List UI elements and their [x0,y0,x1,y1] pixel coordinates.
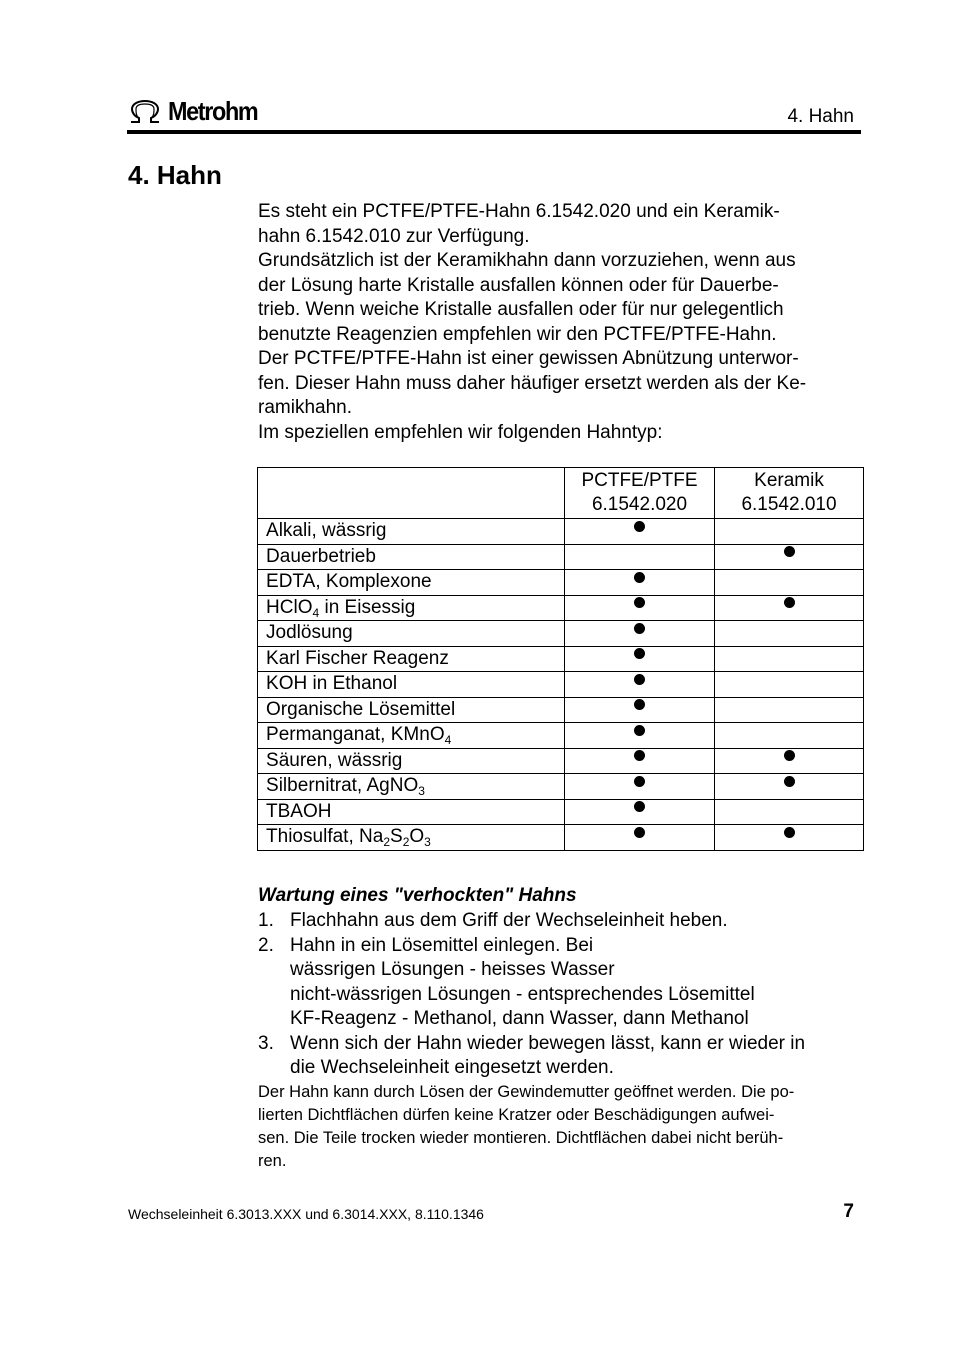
table-row [258,621,864,647]
step-line: Hahn in ein Lösemittel einlegen. Bei [290,934,594,956]
row-label: Thiosulfat, $Na_2S_2O_3$ [258,825,565,851]
note-line: Der Hahn kann durch Lösen der Gewindemutter geöffnet werden. Die po- [258,1083,795,1101]
row-label: Dauerbetrieb [258,544,565,570]
pctfe-cell [565,723,715,749]
step-number: 1. [258,910,274,931]
table-row [258,723,864,749]
keramik-cell [715,825,864,851]
table-row [258,519,864,545]
maintenance-title: Wartung eines "verhockten" Hahns [258,885,577,906]
bullet-icon [784,827,795,838]
list-item [258,909,858,934]
table-header-row [258,468,864,519]
bullet-icon [634,750,645,761]
pctfe-cell [565,544,715,570]
bullet-icon [634,725,645,736]
page-number: 7 [843,1201,854,1222]
keramik-cell [715,570,864,596]
pctfe-cell [565,519,715,545]
step-line: Wenn sich der Hahn wieder bewegen lässt, kann er wieder in [290,1032,806,1054]
keramik-cell [715,621,864,647]
row-label: EDTA, Komplexone [258,570,565,596]
list-item [258,934,858,1032]
header-rule [127,130,861,134]
keramik-cell [715,519,864,545]
row-label: Säuren, wässrig [258,748,565,774]
row-label: HClO$_4$ in Eisessig [258,595,565,621]
table-row [258,672,864,698]
intro-line: trieb. Wenn weiche Kristalle ausfallen oder für nur gelegentlich [258,299,784,320]
header-pctfe-number: 6.1542.020 [591,494,688,515]
maintenance-note [258,1081,858,1173]
row-label: Organische Lösemittel [258,697,565,723]
keramik-cell [715,646,864,672]
intro-line: der Lösung harte Kristalle ausfallen können oder für Dauerbe- [258,274,779,296]
step-line: Flachhahn aus dem Griff der Wechseleinheit heben. [290,910,728,931]
intro-line: hahn 6.1542.010 zur Verfügung. [258,225,530,247]
note-line: sen. Die Teile trocken wieder montieren. Dichtflächen dabei nicht berüh- [258,1129,784,1147]
keramik-cell [715,723,864,749]
intro-line: benutzte Reagenzien empfehlen wir den PCTFE/PTFE-Hahn. [258,323,777,345]
stopcock-table [257,467,864,851]
pctfe-cell [565,595,715,621]
pctfe-cell [565,748,715,774]
row-label: Permanganat, KMnO$_4$ [258,723,565,749]
table-row [258,799,864,825]
table-row [258,825,864,851]
row-label: KOH in Ethanol [258,672,565,698]
pctfe-cell [565,697,715,723]
row-label: Alkali, wässrig [258,519,565,545]
logo [128,96,267,127]
pctfe-cell [565,672,715,698]
step-number: 3. [258,1032,274,1054]
note-line: ren. [258,1152,287,1170]
bullet-icon [784,776,795,787]
keramik-cell [715,544,864,570]
bullet-icon [784,546,795,557]
header-pctfe-name: PCTFE/PTFE [581,470,698,491]
row-label: Jodlösung [258,621,565,647]
bullet-icon [634,623,645,634]
running-title: 4. Hahn [787,106,854,127]
step-line: nicht-wässrigen Lösungen - entsprechendes Lösemittel [290,983,755,1005]
pctfe-cell [565,621,715,647]
header-keramik [715,468,864,519]
step-line: wässrigen Lösungen - heisses Wasser [290,959,615,980]
keramik-cell [715,748,864,774]
row-label: Karl Fischer Reagenz [258,646,565,672]
keramik-cell [715,799,864,825]
row-label: TBAOH [258,799,565,825]
bullet-icon [784,597,795,608]
bullet-icon [634,648,645,659]
table-row [258,646,864,672]
table-body [258,519,864,851]
bullet-icon [634,699,645,710]
pctfe-cell [565,799,715,825]
bullet-icon [634,674,645,685]
header-pctfe [565,468,715,519]
table-row [258,595,864,621]
bullet-icon [634,776,645,787]
step-line: die Wechseleinheit eingesetzt werden. [290,1057,614,1078]
step-line: KF-Reagenz - Methanol, dann Wasser, dann Methanol [290,1008,749,1029]
note-line: lierten Dichtflächen dürfen keine Kratzer oder Beschädigungen aufwei- [258,1106,775,1124]
list-item [258,1032,858,1081]
table-row [258,570,864,596]
section-title: 4. Hahn [128,160,222,190]
pctfe-cell [565,825,715,851]
intro-line: ramikhahn. [258,397,352,418]
keramik-cell [715,595,864,621]
omega-logo-icon [128,100,162,124]
intro-line: Im speziellen empfehlen wir folgenden Hahntyp: [258,421,663,443]
row-label: Silbernitrat, AgNO$_3$ [258,774,565,800]
header-empty-cell [258,468,565,519]
table-row [258,748,864,774]
bullet-icon [634,572,645,583]
intro-line: Es steht ein PCTFE/PTFE-Hahn 6.1542.020 und ein Keramik- [258,201,780,222]
keramik-cell [715,774,864,800]
bullet-icon [634,801,645,812]
pctfe-cell [565,646,715,672]
table-row [258,544,864,570]
intro-line: Der PCTFE/PTFE-Hahn ist einer gewissen Abnützung unterwor- [258,348,799,369]
footer-text: Wechseleinheit 6.3013.XXX und 6.3014.XXX, 8.110.1346 [128,1206,484,1222]
intro-text [258,200,858,445]
bullet-icon [784,750,795,761]
header-keramik-number: 6.1542.010 [741,494,837,515]
intro-line: fen. Dieser Hahn muss daher häufiger ersetzt werden als der Ke- [258,372,807,394]
table-row [258,697,864,723]
bullet-icon [634,521,645,532]
step-number: 2. [258,934,274,956]
pctfe-cell [565,774,715,800]
logo-text: Metrohm [168,96,258,126]
bullet-icon [634,597,645,608]
table-row [258,774,864,800]
pctfe-cell [565,570,715,596]
maintenance-steps [258,909,858,1081]
bullet-icon [634,827,645,838]
header-keramik-name: Keramik [754,470,824,491]
keramik-cell [715,672,864,698]
intro-line: Grundsätzlich ist der Keramikhahn dann vorzuziehen, wenn aus [258,250,796,271]
keramik-cell [715,697,864,723]
